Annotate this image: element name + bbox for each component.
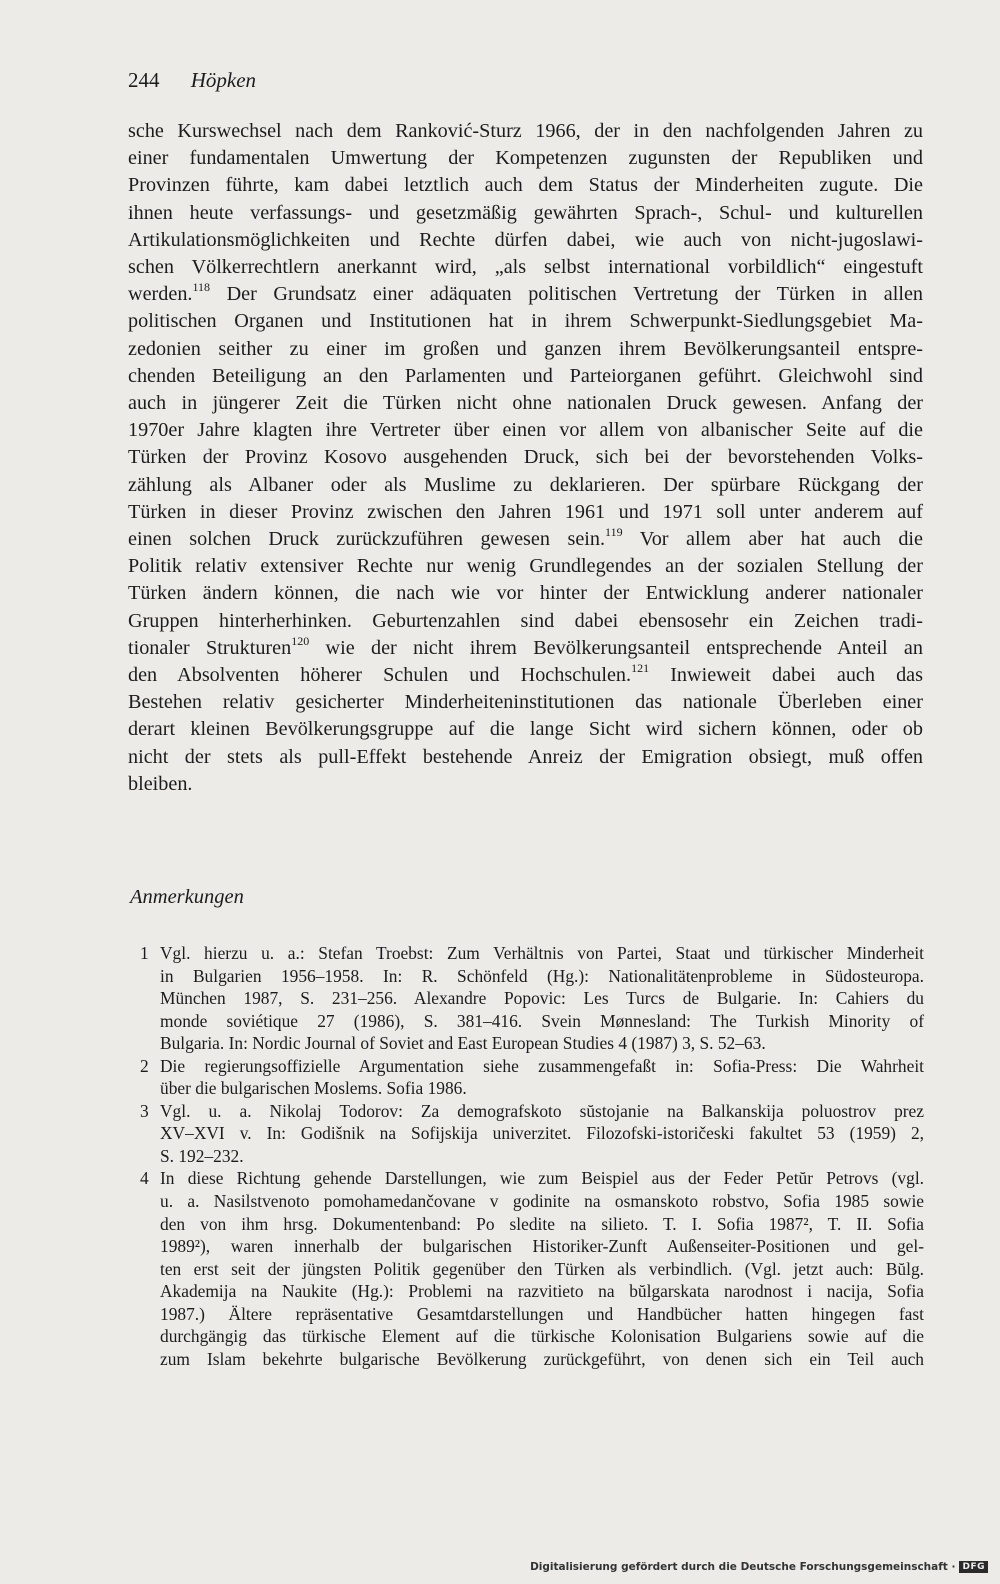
text-line: Gruppen hinterherhinken. Geburtenzahlen sind dabei ebensosehr ein Zeichen tradi- bbox=[128, 609, 923, 632]
note-line: In diese Richtung gehende Darstellungen, wie zum Beispiel aus der Feder Petŭr Petrovs (vgl. bbox=[160, 1168, 924, 1189]
note-line: 1989²), waren innerhalb der bulgarischen Historiker-Zunft Außenseiter-Positionen und gel- bbox=[160, 1236, 924, 1257]
page-number: 244 bbox=[128, 68, 160, 92]
note-line: ten erst seit der jüngsten Politik gegenüber den Türken als verbindlich. (Vgl. jetzt auch: Bŭlg. bbox=[160, 1258, 924, 1279]
text-line: ihnen heute verfassungs- und gesetzmäßig gewährten Sprach-, Schul- und kulturellen bbox=[128, 201, 923, 224]
note-line: über die bulgarischen Moslems. Sofia 1986. bbox=[160, 1078, 467, 1099]
text-line: politischen Organen und Institutionen hat in ihrem Schwerpunkt-Siedlungsgebiet Ma- bbox=[128, 310, 923, 333]
text-line: chenden Beteiligung an den Parlamenten und Parteiorganen geführt. Gleichwohl sind bbox=[128, 364, 923, 387]
text-line: sche Kurswechsel nach dem Ranković-Sturz 1966, der in den nachfolgenden Jahren zu bbox=[128, 120, 923, 142]
text-line: Politik relativ extensiver Rechte nur wenig Grundlegendes an der sozialen Stellung der bbox=[128, 555, 923, 578]
note-line: Vgl. u. a. Nikolaj Todorov: Za demografskoto sŭstojanie na Balkanskija poluostrov prez bbox=[160, 1100, 924, 1121]
text-line: werden.$^{118}$ Der Grundsatz einer adäquaten politischen Vertretung der Türken in allen bbox=[128, 280, 924, 306]
note-line: u. a. Nasilstvenoto pomohamedančovane v godinite na osmanskoto robstvo, Sofia 1985 sowie bbox=[160, 1191, 924, 1212]
note-line: den von ihm hrsg. Dokumentenband: Po sledite na silieto. T. I. Sofia 1987², T. II. Sofia bbox=[160, 1213, 924, 1234]
text-line: den Absolventen höherer Schulen und Hochschulen.$^{121}$ Inwieweit dabei auch das bbox=[128, 661, 923, 687]
footnote-ref[interactable]: 121 bbox=[631, 661, 650, 676]
note-line: München 1987, S. 231–256. Alexandre Popovic: Les Turcs de Bulgarie. In: Cahiers du bbox=[160, 988, 924, 1009]
footnote-ref[interactable]: 119 bbox=[605, 525, 623, 540]
note-line: Bulgaria. In: Nordic Journal of Soviet and East European Studies 4 (1987) 3, S. 52–63. bbox=[160, 1033, 766, 1054]
note-number: 2 bbox=[140, 1055, 149, 1076]
section-title: Anmerkungen bbox=[130, 886, 244, 908]
text-line: tionaler Strukturen$^{120}$ wie der nicht ihrem Bevölkerungsanteil entsprechende Anteil an bbox=[128, 633, 923, 659]
note-line: XV–XVI v. In: Godišnik na Sofijskija univerzitet. Filozofski-istoričeski fakultet 53 (1959) 2, bbox=[160, 1123, 924, 1144]
note-item bbox=[140, 1100, 924, 1168]
running-head-author: Höpken bbox=[190, 68, 257, 92]
text-line: zedonien seither zu einer im großen und ganzen ihrem Bevölkerungsanteil entspre- bbox=[128, 337, 923, 360]
text-line: Türken in dieser Provinz zwischen den Jahren 1961 und 1971 soll unter anderem auf bbox=[128, 500, 923, 523]
footer-text: Digitalisierung gefördert durch die Deutsche Forschungsgemeinschaft · bbox=[530, 1561, 956, 1573]
text-line: Provinzen führte, kam dabei letztlich auch dem Status der Minderheiten zugute. Die bbox=[128, 174, 923, 197]
text-line: einer fundamentalen Umwertung der Kompetenzen zugunsten der Republiken und bbox=[128, 147, 923, 170]
note-number: 1 bbox=[140, 943, 149, 963]
footnote-ref[interactable]: 118 bbox=[192, 280, 211, 295]
text-line: zählung als Albaner oder als Muslime zu deklarieren. Der spürbare Rückgang der bbox=[128, 473, 923, 496]
note-number: 3 bbox=[140, 1100, 149, 1121]
note-line: S. 192–232. bbox=[160, 1145, 244, 1166]
note-line: zum Islam bekehrte bulgarische Bevölkerung zurückgeführt, von denen sich ein Teil auch bbox=[160, 1348, 924, 1369]
note-line: in Bulgarien 1956–1958. In: R. Schönfeld (Hg.): Nationalitätenprobleme in Südosteuropa. bbox=[160, 965, 924, 986]
text-line: bleiben. bbox=[128, 772, 193, 795]
text-line: nicht der stets als pull-Effekt bestehende Anreiz der Emigration obsiegt, muß offen bbox=[128, 745, 923, 768]
note-line: Vgl. hierzu u. a.: Stefan Troebst: Zum Verhältnis von Partei, Staat und türkischer Minderheit bbox=[160, 943, 924, 963]
text-line: Bestehen relativ gesicherter Minderheiteninstitutionen das nationale Überleben einer bbox=[128, 691, 923, 714]
text-line: einen solchen Druck zurückzuführen gewesen sein.$^{119}$ Vor allem aber hat auch die bbox=[128, 525, 923, 551]
text-line: Türken ändern können, die nach wie vor hinter der Entwicklung anderer nationaler bbox=[128, 582, 923, 605]
text-line: Artikulationsmöglichkeiten und Rechte dürfen dabei, wie auch von nicht-jugoslawi- bbox=[128, 228, 923, 251]
text-line: schen Völkerrechtlern anerkannt wird, „als selbst international vorbildlich“ eingestuft bbox=[128, 256, 923, 279]
footnote-ref[interactable]: 120 bbox=[291, 633, 310, 648]
main-text bbox=[128, 118, 923, 798]
digitization-footer bbox=[530, 1561, 988, 1573]
note-line: 1987.) Ältere repräsentative Gesamtdarstellungen und Handbücher hatten hingegen fast bbox=[160, 1303, 924, 1324]
text-line: auch in jüngerer Zeit die Türken nicht ohne nationalen Druck gewesen. Anfang der bbox=[128, 392, 923, 415]
note-line: Die regierungsoffizielle Argumentation siehe zusammengefaßt in: Sofia-Press: Die Wahrheit bbox=[160, 1055, 924, 1076]
note-item bbox=[140, 1167, 924, 1370]
text-line: Türken der Provinz Kosovo ausgehenden Druck, sich bei der bevorstehenden Volks- bbox=[128, 446, 923, 469]
running-header bbox=[128, 68, 256, 93]
text-line: derart kleinen Bevölkerungsgruppe auf die lange Sicht wird sichern können, oder ob bbox=[128, 718, 923, 741]
note-line: durchgängig das türkische Element auf die türkische Kolonisation Bulgariens sowie auf die bbox=[160, 1326, 924, 1347]
note-item bbox=[140, 1055, 924, 1100]
text-line: 1970er Jahre klagten ihre Vertreter über einen vor allem von albanischer Seite auf die bbox=[128, 419, 923, 442]
note-item bbox=[140, 942, 924, 1055]
note-line: monde soviétique 27 (1986), S. 381–416. Svein Mønnesland: The Turkish Minority of bbox=[160, 1010, 924, 1031]
note-number: 4 bbox=[140, 1168, 149, 1189]
dfg-logo[interactable]: DFG bbox=[959, 1561, 988, 1573]
notes-list bbox=[140, 942, 924, 1370]
note-line: Akademija na Naukite (Hg.): Problemi na razvitieto na bŭlgarskata narodnost i nacija, Sofia bbox=[160, 1281, 924, 1302]
